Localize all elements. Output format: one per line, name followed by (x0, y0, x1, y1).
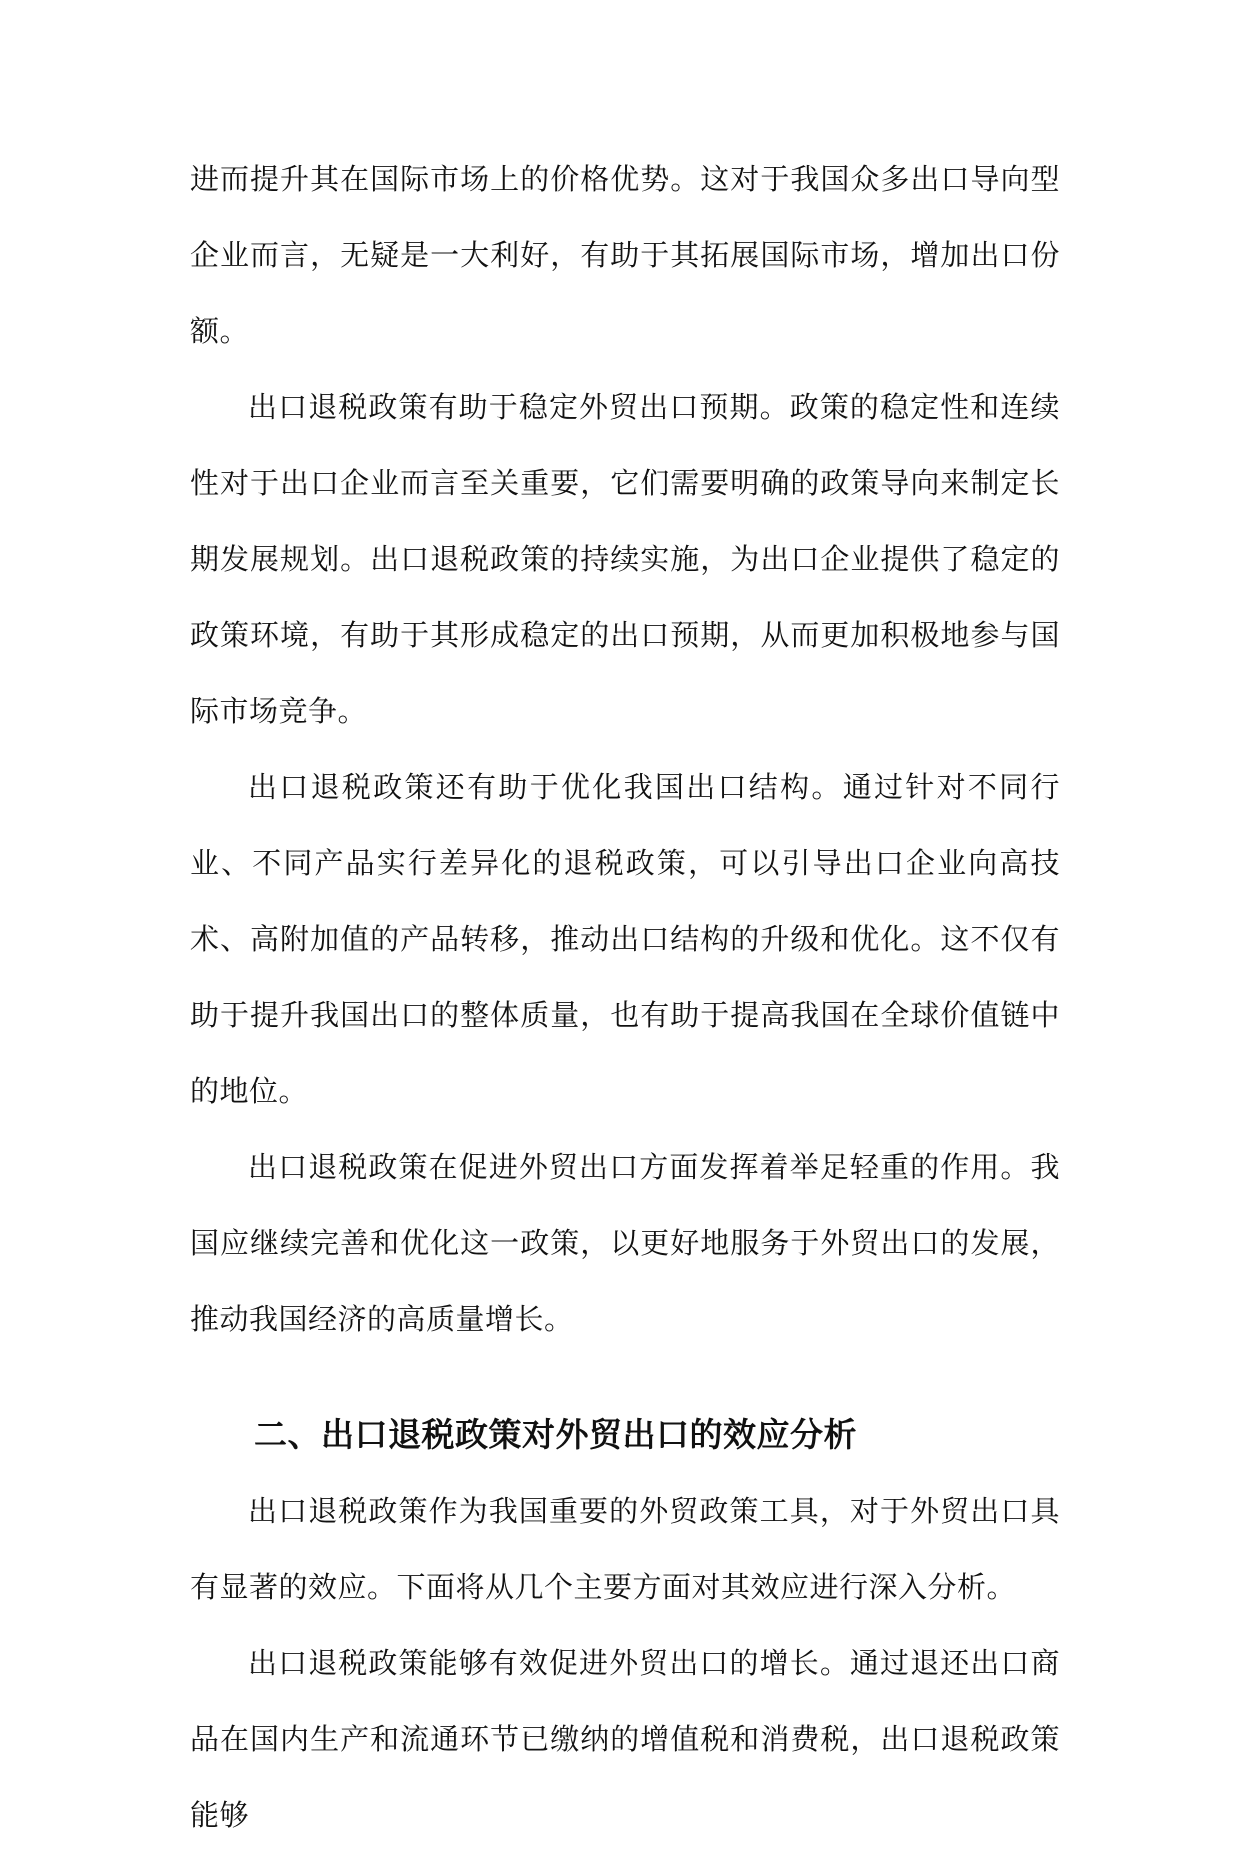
paragraph-promote-growth: 出口退税政策能够有效促进外贸出口的增长。通过退还出口商品在国内生产和流通环节已缴纳的增值税和消费税，出口退税政策能够 (190, 1646, 1060, 1832)
paragraph-optimize-structure: 出口退税政策还有助于优化我国出口结构。通过针对不同行业、不同产品实行差异化的退税政策，可以引导出口企业向高技术、高附加值的产品转移，推动出口结构的升级和优化。这不仅有助于提升我国出口的整体质量，也有助于提高我国在全球价值链中的地位。 (190, 770, 1060, 1108)
paragraph-stable-expectations: 出口退税政策有助于稳定外贸出口预期。政策的稳定性和连续性对于出口企业而言至关重要，它们需要明确的政策导向来制定长期发展规划。出口退税政策的持续实施，为出口企业提供了稳定的政策环境，有助于其形成稳定的出口预期，从而更加积极地参与国际市场竞争。 (190, 390, 1060, 728)
paragraph-section-intro: 出口退税政策作为我国重要的外贸政策工具，对于外贸出口具有显著的效应。下面将从几个主要方面对其效应进行深入分析。 (190, 1494, 1060, 1604)
document-body (190, 141, 1060, 1853)
paragraph-conclusion: 出口退税政策在促进外贸出口方面发挥着举足轻重的作用。我国应继续完善和优化这一政策，以更好地服务于外贸出口的发展，推动我国经济的高质量增长。 (190, 1150, 1060, 1336)
section-heading: 二、出口退税政策对外贸出口的效应分析 (254, 1415, 857, 1454)
paragraph-continued: 进而提升其在国际市场上的价格优势。这对于我国众多出口导向型企业而言，无疑是一大利好，有助于其拓展国际市场，增加出口份额。 (190, 162, 1060, 348)
